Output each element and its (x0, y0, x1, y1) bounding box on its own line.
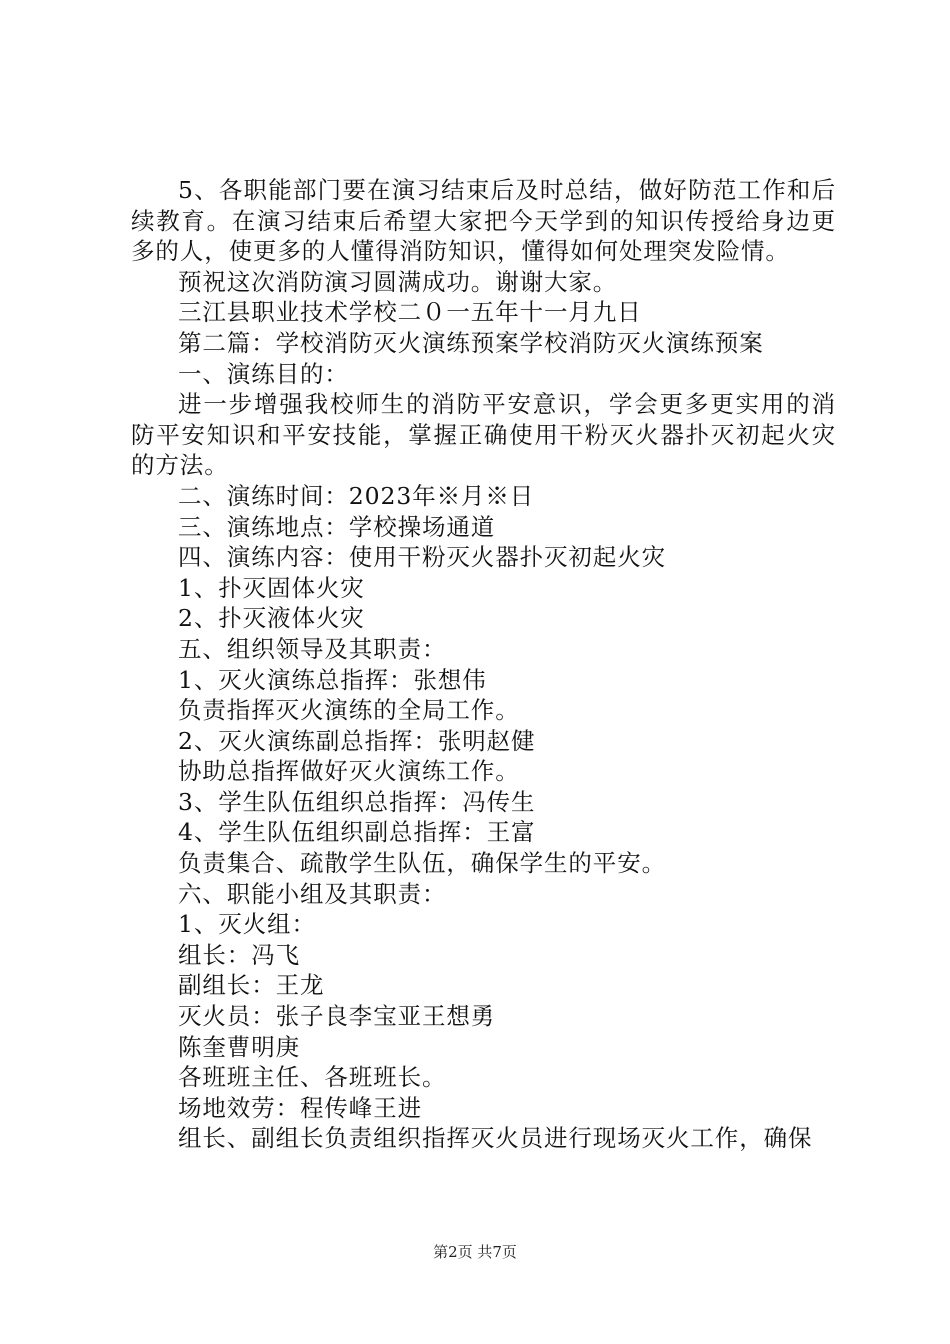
document-body (131, 175, 836, 1154)
list-item: 组长：冯飞 (178, 940, 300, 969)
paragraph-drill-time: 二、演练时间：2023年※月※日 (178, 481, 535, 510)
list-item: 各班班主任、各班班长。 (178, 1063, 447, 1092)
list-item: 2、扑灭液体火灾 (178, 604, 365, 633)
list-item: 4、学生队伍组织副总指挥：王富 (178, 818, 536, 847)
paragraph-drill-location: 三、演练地点：学校操场通道 (178, 512, 496, 541)
list-item: 副组长：王龙 (178, 971, 325, 1000)
heading-drill-purpose: 一、演练目的： (178, 359, 349, 388)
list-item: 负责集合、疏散学生队伍，确保学生的平安。 (178, 849, 666, 878)
list-item: 1、灭火组： (178, 910, 316, 939)
list-item: 陈奎曹明庚 (178, 1032, 300, 1061)
list-item: 2、灭火演练副总指挥：张明赵健 (178, 726, 536, 755)
heading-functional-groups: 六、职能小组及其职责： (178, 879, 447, 908)
paragraph-summary-instructions: 5、各职能部门要在演习结束后及时总结，做好防范工作和后续教育。在演习结束后希望大家把今天学到的知识传授给身边更多的人，使更多的人懂得消防知识，懂得如何处理突发险情。 (131, 176, 836, 266)
paragraph-section-title: 第二篇：学校消防灭火演练预案学校消防灭火演练预案 (178, 328, 764, 357)
page-number-footer: 第2页 共7页 (433, 1243, 517, 1261)
list-item: 灭火员：张子良李宝亚王想勇 (178, 1002, 496, 1031)
list-item: 负责指挥灭火演练的全局工作。 (178, 696, 520, 725)
paragraph-drill-content: 四、演练内容：使用干粉灭火器扑灭初起火灾 (178, 543, 666, 572)
paragraph-drill-purpose: 进一步增强我校师生的消防平安意识，学会更多更实用的消防平安知识和平安技能，掌握正确使用干粉灭火器扑灭初起火灾的方法。 (131, 390, 836, 480)
list-item: 场地效劳：程传峰王进 (178, 1093, 422, 1122)
list-item: 1、灭火演练总指挥：张想伟 (178, 665, 487, 694)
list-item: 协助总指挥做好灭火演练工作。 (178, 757, 520, 786)
heading-leadership: 五、组织领导及其职责： (178, 634, 447, 663)
list-item: 1、扑灭固体火灾 (178, 573, 365, 602)
paragraph-group-duties: 组长、副组长负责组织指挥灭火员进行现场灭火工作，确保 (178, 1124, 813, 1153)
paragraph-wishes: 预祝这次消防演习圆满成功。谢谢大家。 (178, 267, 618, 296)
list-item: 3、学生队伍组织总指挥：冯传生 (178, 787, 536, 816)
paragraph-signature-date: 三江县职业技术学校二０一五年十一月九日 (178, 298, 642, 327)
